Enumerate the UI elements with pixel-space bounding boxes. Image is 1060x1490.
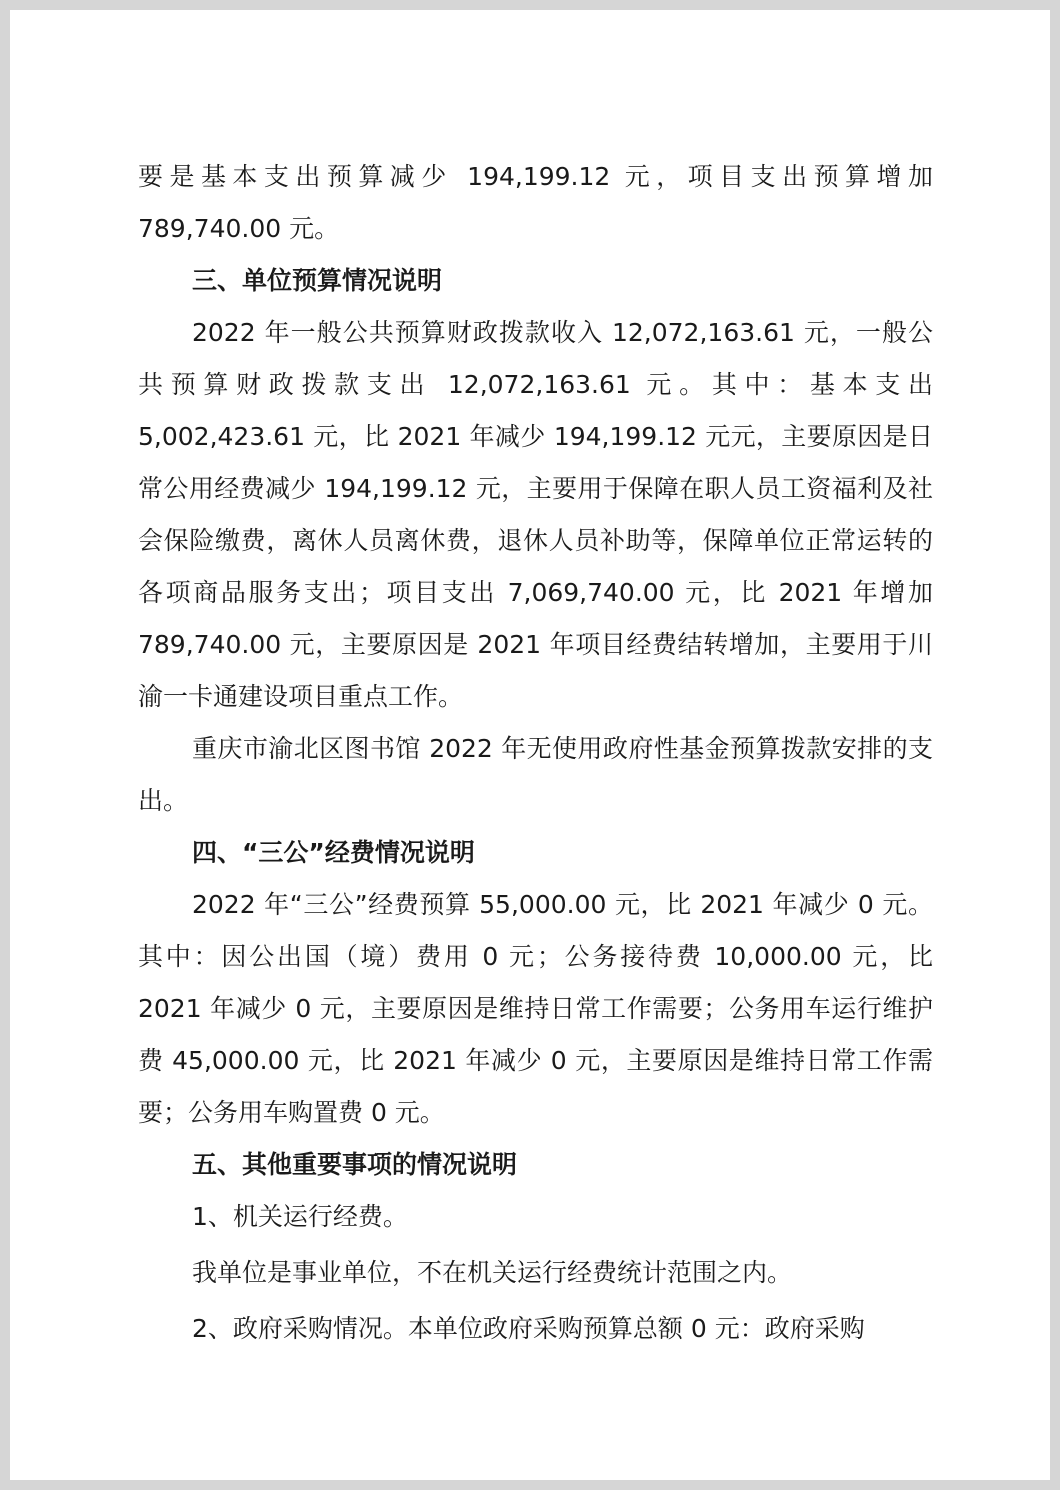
paragraph-operating-expenses: 我单位是事业单位，不在机关运行经费统计范围之内。 xyxy=(192,1258,793,1287)
item-government-procurement: 2、政府采购情况。本单位政府采购预算总额 0 元：政府采购 xyxy=(192,1314,865,1343)
section-heading-other-matters: 五、其他重要事项的情况说明 xyxy=(192,1150,518,1179)
paragraph-government-fund: 重庆市渝北区图书馆 2022 年无使用政府性基金预算拨款安排的支出。 xyxy=(138,734,933,815)
paragraph-unit-budget: 2022 年一般公共预算财政拨款收入 12,072,163.61 元，一般公共预算财政拨款支出 12,072,163.61 元。其中：基本支出 5,002,423.61 元，比 2021 年减少 194,199.12 元元，主要原因是日常公用经费减少 194,199.12 元，主要用于保障在职人员工资福利及社会保险缴费，离休人员离休费，退休人员补助等，保障单位正常运转的各项商品服务支出；项目支出 7,069,740.00 元，比 2021 年增加 789,740.00 元，主要原因是 2021 年项目经费结转增加，主要用于川渝一卡通建设项目重点工作。 xyxy=(138,318,933,711)
paragraph-three-public: 2022 年“三公”经费预算 55,000.00 元，比 2021 年减少 0 元。其中：因公出国（境）费用 0 元；公务接待费 10,000.00 元，比 2021 年减少 0 元，主要原因是维持日常工作需要；公务用车运行维护费 45,000.00 元，比 2021 年减少 0 元，主要原因是维持日常工作需要；公务用车购置费 0 元。 xyxy=(138,890,933,1127)
item-operating-expenses: 1、机关运行经费。 xyxy=(192,1202,408,1231)
paragraph-continuation: 要是基本支出预算减少 194,199.12 元，项目支出预算增加 789,740.00 元。 xyxy=(138,162,933,243)
section-heading-unit-budget: 三、单位预算情况说明 xyxy=(192,266,443,295)
document-page xyxy=(10,10,1050,1480)
section-heading-three-public: 四、“三公”经费情况说明 xyxy=(192,838,475,867)
